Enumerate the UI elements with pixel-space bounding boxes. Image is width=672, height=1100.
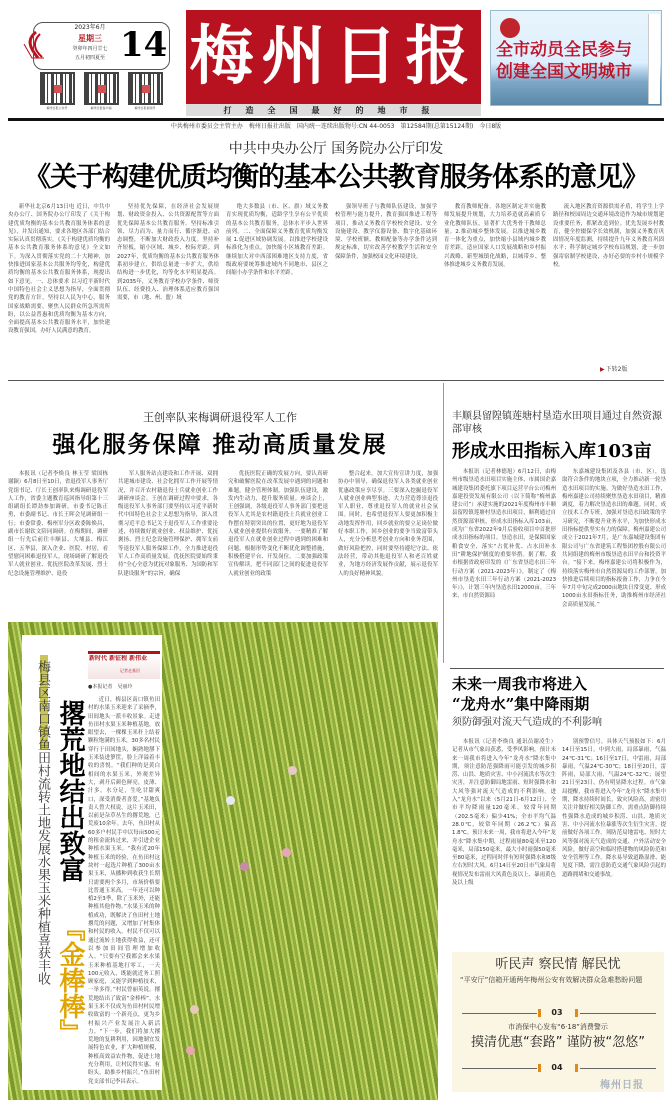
article-column: 整合起来，加大宣传宣讲力度，加强协办中领导，确保退役军人各类就业创业优惠政策应享尽享。三要深入挖掘退役军人就业创业典型事迹，大力营造尊崇退役军人职业、尊重退役军人的就业社会氛围。同时，也希望退役军人要更加积极主动地发挥作用，回乡就业的要立足岗位做好本职工作，回乡创业的要争当致富带头人，充分分析思考创业方向和业务范围，做好风险把控，同时要坚持遵纪守法、依法经营，带动其他退役军人和老百姓就业，为地方经济发展作贡献，展示退役军人的良好精神风貌。	[338, 471, 438, 577]
newspaper-title: 梅州日报	[189, 19, 478, 94]
ad-headline: 创建全国文明城市	[496, 62, 632, 82]
lead-headline[interactable]: 《关于构建优质均衡的基本公共教育服务体系的意见》	[24, 162, 648, 193]
article-column: 新华社北京6月13日电 近日，中共中央办公厅、国务院办公厅印发了《关于构建优质均衡的基本公共教育服务体系的意见》，并发出通知，要求各地区各部门结合实际认真贯彻落实。《关于构建优质均衡的基本公共教育服务体系的意见》全文如下。为深入贯彻落实党的二十大精神，加快推进国家基本公共服务均等化，构建优质均衡的基本公共教育服务体系，现提出如下意见。一、总体要求 以习近平新时代中国特色社会主义思想为指导，全面贯彻党的教育方针，坚持以人民为中心，服务国家战略需要，聚焦人民群众所急所需所盼，以公益普惠和优质均衡为基本方向，全面提高基本公共教育服务水平，加快建设教育强国，办好人民满意的教育。	[8, 204, 110, 335]
qr-caption: 梅州日报客户端	[90, 106, 112, 110]
article-column: 强领导班子与教师队伍建设，加强学校管理与能力提升，教育强国推进工程等项目，推动义务教育学校校舍建设、安全设施建设、教学仪器设备、数字化基础环境、学校班额、教师配备等办学条件达到规定标准，切实改善学校教学生活和安全保障条件，加强校园文化环境建设。	[335, 204, 437, 260]
column-divider	[443, 383, 444, 663]
article-column: 近日，梅县区南口镇鱼田村的水果玉米迎来了采摘季，田间地头一派丰收景象。走进鱼田村水果玉米种植基地，放眼望去，一棵棵玉米秆上结着颗粒饱满的玉米，30多名村民穿行于田间地头，娴熟地掰下玉米装进箩筐，脸上洋溢着丰收的喜悦。“我们种的是黄白相间的水果玉米，外观差异大，剥开后颜色鲜亮，皮薄、汁多，水分足，生吃甘甜爽口，深受消费者喜爱。”基地负责人曾大权说。这片玉米田，以前是杂草丛生的撂荒地，已荒废10余年。去年，鱼田村从60多户村民手中以每亩500元的租金流转过来，并引进企业种植水果玉米。“我有近20年种植玉米的经验，在鱼田村这块村一起选片种植了300亩水果玉米，从播种到收获生长期只需要两个多月，市场价格要比普通玉米高。一年还可以种植2至3季，除了玉米外，还能种植其他作物。”水果玉米的种植成功，既解决了鱼田村土地撂荒的问题，又增加了村集体和村民的收入。村民不仅可以通过流转土地获得收益，还可以参加田间管理增加收入。“只要有空我都会来水果玉米种植基地打零工，一天100元收入，既能就近务工照顾家庭，又能学到种植技术，一举多得。”村民曾丽英说。撂荒地结出了致富“金棒棒”，水果玉米不仅成为鱼田村村民增收致富的一个新亮点，更为乡村振兴产业发展注入新活力。“下一步，我们将加大撂荒地的复耕利用，因地制宜发展特色农业，扩大种植规模，种植高效益农作物，促进土地充分利用，让村民得实惠、有盼头，助推乡村振兴。”鱼田村党支部书记李昌表示。	[88, 697, 160, 1085]
date-lunar: 癸卯年四月廿七	[72, 46, 108, 52]
qr-code-icon[interactable]	[40, 72, 75, 105]
date-year-month: 2023年6月	[74, 24, 106, 31]
article-column: 军人服务站点建设和工作开展、双拥共建城市建设、社会化拥军工作开展等情况，并召开农村籍退役士兵就业创业工作调研座谈会。王创在调研过程中要求，各级退役军人事务部门要坚持以习近平新时代中国特色社会主义思想为指导，深入贯彻习近平总书记关于退役军人工作重要论述，持续做好就业创业、权益维护、优抚褒扬、烈士纪念设施管理保护、拥军支前等退役军人服务保障工作，全力推进退役军人工作高质量发展。优抚医院要始终秉持“全心全意为优抚对象服务、为国防和军队建设服务”的宗旨，确保	[118, 471, 218, 577]
story2-kicker: 王创率队来梅调研退役军人工作	[143, 411, 297, 424]
feature-deck: 梅县区南口镇鱼田村流转土地发展水果玉米种植喜获丰收	[35, 660, 50, 985]
article-column: 本报讯（记者林德旭）6月12日，由梅州市级垦造水田项目实施主体、市属国企嘉城建设集团委托旗下项目运营平台公司梅州嘉建投资发展有限公司（以下简称“梅州嘉建公司”）承建实施的2021年度梅州市丰顺县留隍镇莲塘村垦造水田项目，顺利通过自然资源部审核，形成水田指标入库103亩，成为广东省2022年9月后验收项目中首批形成水田指标的项目。垦造水田，是保障国家粮食安全，落实“占优补优、占水田补水田”耕地保护制度的重要举措。据了解，我市根据省政府印发的《广东省垦造水田三年行动方案（2021-2023年）》，制定了《梅州市垦造水田三年行动方案（2021-2023年）》，计划三年内垦造水田12000亩。三年来，市自然资源局	[452, 469, 556, 600]
qr-caption: 梅州日报公众号	[46, 106, 68, 110]
feature-headline-highlight[interactable]: 『金棒棒』	[55, 915, 85, 1045]
farmer-figure	[288, 766, 297, 775]
page-line	[462, 1013, 537, 1014]
publication-info: 中共梅州市委员会主管主办 梅州日报社出版 国内统一连续出版物号:CN 44-0053 第12584期(总第15124期) 今日8版	[170, 123, 502, 130]
article-column: 绝大多数县（市、区、旗）域义务教育实现优质均衡，适龄学生享有公平优质的基本公共教育服务，总体水平步入世界前列。二、全面保障义务教育优质均衡发展 1.促进区域协调发展。以推进学校建设标准化为重点，加快缩小区域教育差距。继续加大对中西部困难地区支持力度，省级政府要统筹推进域内不同地市、县区之间缩小办学条件和水平差距。	[226, 204, 328, 277]
section-divider	[450, 668, 664, 669]
page-marker	[538, 1064, 541, 1072]
index-item-title[interactable]: 摸清优惠“套路” 谨防被“忽悠”	[470, 1035, 646, 1050]
date-day: 14	[120, 25, 168, 65]
page-line	[462, 1068, 537, 1069]
story3-headline[interactable]: 形成水田指标入库103亩	[452, 441, 652, 462]
article-column: 本报讯（记者李焕良 通讯员谢凌生）记者从市气象局获悉，受季风影响，预计未来一周我市将进入今年“龙舟水”降水集中期，须注意防范强降雨可能引发的城乡积涝、山洪、地质灾害、中小河流洪水等次生灾害，并注意防御局地雷雨、短时强降水和大风等强对流天气造成的不利影响。进入“龙舟水”以来（5月21日-6月12日），全市平均降雨量120毫米，较常年同期（202.5毫米）偏少41%；全市平均气温28.0℃，较常年同期（26.2℃）偏高1.8℃。预计未来一周，我市将进入今年“龙舟水”降水集中期，过程雨量80毫米至120毫米，局部150毫米，最大小时雨强50毫米至80毫米，过程同时伴有短时强降水和8级左右短时大风。6月14日至20日市气象局将视情况发布雷雨大风黄色及以上、暴雨黄色及以上级	[452, 739, 556, 887]
slogan: 打造全国最好的地市报	[223, 105, 444, 115]
story3-kicker: 丰顺县留隍镇莲塘村垦造水田项目通过自然资源部审核	[452, 411, 662, 435]
weather-deck: 须防御强对流天气造成的不利影响	[452, 717, 602, 728]
page-number-badge[interactable]: 03	[551, 1008, 563, 1017]
section-divider	[8, 380, 664, 381]
story2-headline[interactable]: 强化服务保障 推动高质量发展	[52, 431, 388, 458]
farmer-figure	[282, 848, 291, 857]
article-column: 流入地区教育资源供需矛盾，将学生上学路径和校园周边交通环境改造作为城市规划建设重要任务，抓紧改造到位。优先发展乡村教育，健全控辍保学长效机制，加强义务教育巩固情况年度监测，持续提升九年义务教育巩固水平；科学制定城乡学校布局规划，进一步加强寄宿制学校建设，办好必要的乡村小规模学校。	[553, 204, 664, 269]
article-column: 本报讯（记者李焕良 林玉莹 梁国栋 谢颖）6月8日至10日，省退役军人事务厅党组书记、厅长王创率队来梅调研退役军人工作，省委主题教育巡回指导组第十三组副组长谭劲参加调研。市委书记陈正勇，市委副书记、市长王晖会见调研组一行；市委常委、梅州军分区政委陈焕昌，副市长谢钦文陪同调研。在梅期间，调研组一行先后前往丰顺县、大埔县、梅江区、五华县，深入企业、医院、村居，看望慰问困难退役军人，现场调研了解退役军人就业创业、优抚医院改革发展、烈士纪念设施管理维护、退役	[8, 471, 108, 577]
emblem-icon	[500, 18, 520, 38]
date-lunar-festival: 五月初四夏至	[74, 55, 105, 61]
byline: ●本报记者 吴丽玲	[88, 684, 133, 690]
weather-headline[interactable]: 未来一周我市将进入	[452, 675, 588, 693]
article-column: 坚持优先保障，在经济社会发展规划、财政资金投入、公共资源配置等方面优先保障基本公共教育服务。坚持标准引领、尽力而为、量力而行、循序渐进、动态调整，不断加大财政投入力度。坚持补齐短板，缩小区域、城乡、校际差距。到2027年，优质均衡的基本公共教育服务体系初步建立，供给总量进一步扩大，供给结构进一步优化，均等化水平明显提高。到2035年，义务教育学校办学条件、师资队伍、经费投入、治理体系适应教育强国需要，市（地、州、盟）域	[117, 204, 219, 302]
index-item-title[interactable]: 听民声 察民情 解民忧	[495, 957, 621, 972]
index-item-subtitle[interactable]: “平安厅”信箱开通两年梅州公安有效解决群众急难愁盼问题	[460, 976, 643, 984]
farmer-figure	[240, 862, 249, 871]
masthead-rule	[8, 118, 664, 121]
continued-link[interactable]: ▶ 下转2版	[600, 366, 627, 374]
weather-headline[interactable]: “龙舟水”集中降雨期	[452, 695, 590, 713]
page-marker	[538, 1009, 541, 1017]
qr-caption: 梅州日报视频号	[134, 106, 156, 110]
series-label: 新时代 新征程 新伟业	[89, 655, 148, 662]
farmer-figure	[186, 1046, 195, 1055]
index-item-kicker: 市消保中心发布“6·18”消费警示	[508, 1023, 608, 1031]
page-marker	[575, 1064, 578, 1072]
page-line	[580, 1068, 656, 1069]
ad-headline: 全市动员全民参与	[496, 40, 632, 60]
feature-headline[interactable]: 撂荒地结出致富	[55, 700, 85, 882]
article-column: 优抚医院正确的发展方向，要认真研究和破解医院在改革发展中遇到的问题和难题，健全管理体制，加强队伍建设，激发内生动力，提升服务质量。座谈会上，王创强调，各级退役军人事务部门要把退役军人尤其是农村籍退役士兵就业创业工作摆在特别突出的位置，更好地为退役军人就业创业提供有效服务。一要精准了解退役军人在就业创业过程中遇到的困难和问题，根据形势变化不断优化调整措施，积极搭建平台、开发岗位。二要加强政策宣传解读，把不同部门之间的促进退役军人就业创业的政策	[228, 471, 328, 577]
page-line	[580, 1013, 656, 1014]
lead-kicker: 中共中央办公厅 国务院办公厅印发	[228, 141, 444, 157]
qr-code-icon[interactable]	[84, 72, 119, 105]
farmer-figure	[190, 1005, 199, 1014]
ad-side-strip	[648, 14, 660, 104]
date-weekday: 星期三	[78, 33, 102, 43]
page-marker	[575, 1009, 578, 1017]
series-sublabel: 记者走基层	[120, 668, 140, 673]
watermark: 梅州日报	[600, 1080, 644, 1091]
article-column: 东嘉城建设集团及各县（市、区），选取符合条件的地块立项，全力推动新一轮垦造水田项目的实施。为做好垦造水田工作，梅州嘉建公司持续聚焦垦造水田项目，精准调度，着力解决垦造水田的难题。同时，成立技术工作专班，加强对垦造水田政策的学习研究，不断提升业务水平，为加快形成水田指标提供坚实有力的保障。梅州嘉建公司成立于2021年7月，是广东嘉城建设集团有限公司与广东省建筑工程集团控股有限公司共同组建的梅州市级垦造水田平台和投资平台。“接下来，梅州嘉建公司将积极作为，持续落实梅州市自然资源局的工作部署，加快推进后续项目的指标报备工作，力争在今年7月中旬完成2000亩地块日常变更、形成1000亩水田指标任务，助推梅州市经济社会高质量发展。”	[562, 469, 666, 608]
article-column: 教育教师配备。各地区制定并实施教师发展提升规划，大力培养造就高素质专业化教师队伍，显著扩大优秀骨干教师总量。2.推动城乡整体发展。以推进城乡教育一体化为重点，加快缩小县域内城乡教育差距。适应国家人口发展战略和乡村振兴战略、新型城镇化战略，以城带乡、整体推进城乡义务教育发展。	[444, 204, 546, 269]
qr-code-icon[interactable]	[128, 72, 163, 105]
page-number-badge[interactable]: 04	[551, 1063, 563, 1072]
farmer-figure	[226, 796, 235, 805]
article-column: 别预警信号。具体天气预报如下：6月14日至15日，中到大雨，局部暴雨，气温24℃-31℃；16日至17日，中雷雨，局部暴雨，气温24℃-30℃；18日至20日，雷阵雨，局部大雨，气温24℃-32℃；展望21日至23日，仍有明显降水过程。市气象局提醒，我市将进入今年“龙舟水”降水集中期，降水持续时间长，致灾风险高，需密切关注并做好相关防御工作。需重点防御持续性强降水造成的城乡积涝、山洪、地质灾害、中小河流水位暴涨等次生衍生灾害，提前做好各项工作。须防范局地雷电、短时大风等强对流天气造成的交通、户外活动安全风险，做好高空和临时搭建物的风险防范和安全管理等工作。降水易导致道路湿滑、能见度下降，需注意防范交通气象风险引起的道路拥堵和交通事故。	[562, 739, 666, 878]
